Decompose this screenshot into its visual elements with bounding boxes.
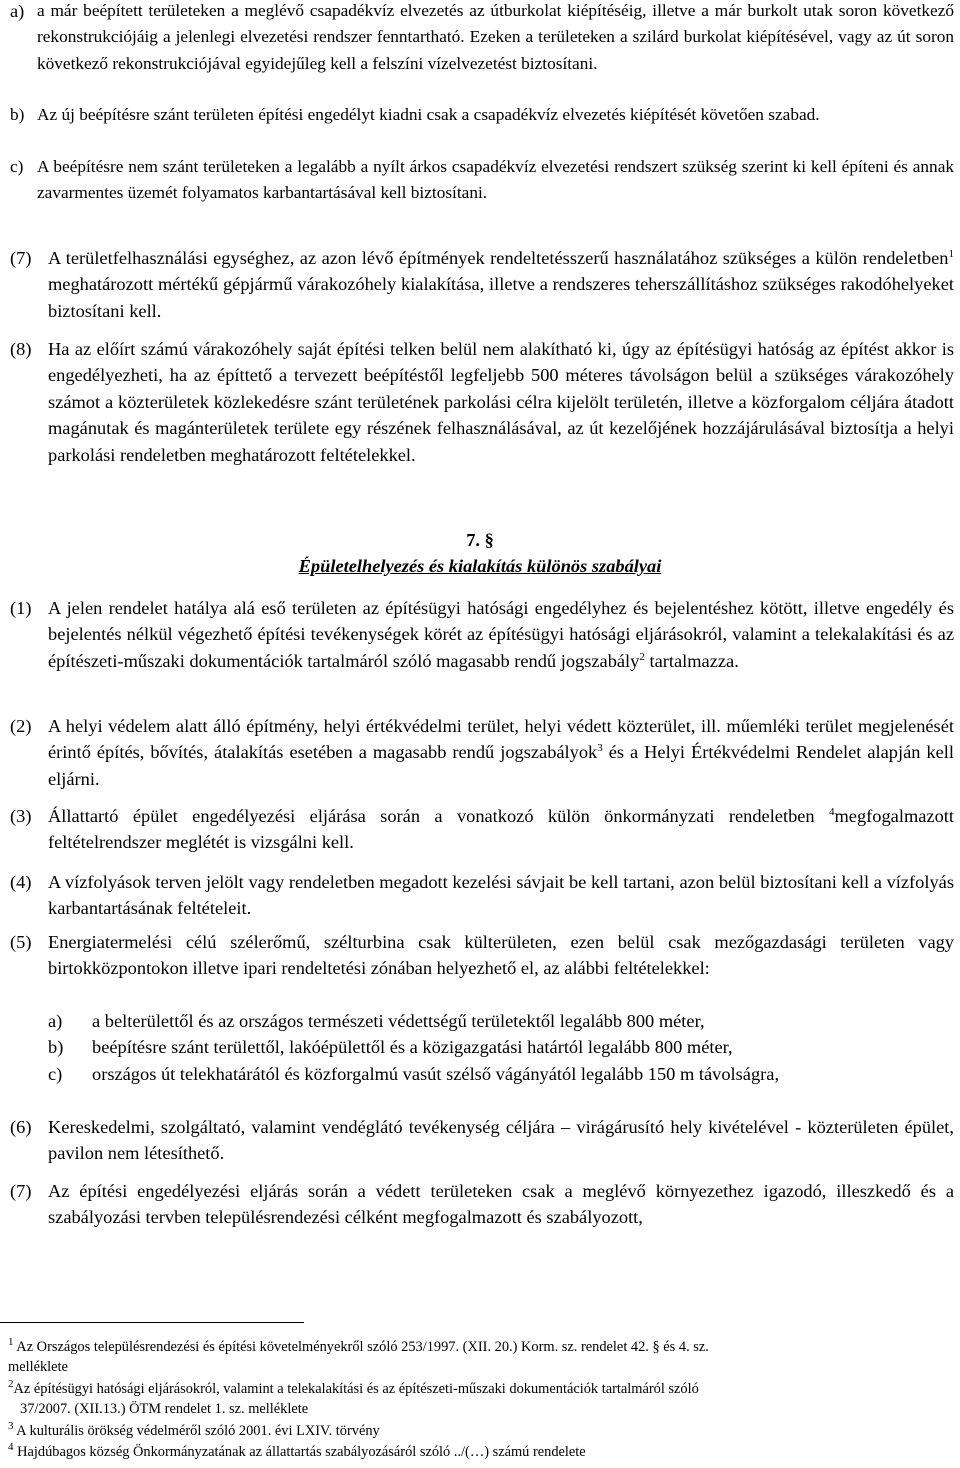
list-text: A beépítésre nem szánt területeken a legalább a nyílt árkos csapadékvíz elvezetési rendszert szükség szerint ki kell építeni és annak zavarmentes üzemét folyamatos karbantartásával kell biztosítani. — [37, 157, 954, 203]
list-item-a — [10, 0, 954, 77]
paragraph-text: A vízfolyások terven jelölt vagy rendeletben megadott kezelési sávjait be kell tartani, azon belül biztosítani kell a vízfolyás karbantartásának feltételeit. — [48, 872, 954, 919]
footnote-text-continued: 37/2007. (XII.13.) ÖTM rendelet 1. sz. melléklete — [20, 1401, 309, 1417]
paragraph-text: Ha az előírt számú várakozóhely saját építési telken belül nem alakítható ki, úgy az építésügyi hatóság az építést akkor is engedélyezheti, ha az építtető a tervezett beépítéstől legfeljebb 500 méteres távolságon belül a szükséges várakozóhely számot a közterületek közlekedésre szánt területének parkolási célra kijelölt területén, illetve a közforgalom céljára átadott magánutak és magánterületek területe egy részének felhasználásával, az út kezelőjének hozzájárulásával biztosítja a helyi parkolási rendeletben meghatározott feltételekkel. — [48, 339, 954, 465]
s5-item-b — [48, 1034, 954, 1060]
footnote-text: A kulturális örökség védelméről szóló 2001. évi LXIV. törvény — [13, 1423, 380, 1439]
footnote-4 — [8, 1442, 956, 1462]
list-item-b — [10, 102, 954, 128]
paragraph-7 — [10, 245, 954, 324]
paragraph-text: Kereskedelmi, szolgáltató, valamint vendéglátó tevékenység céljára – virágárusító hely kivételével - közterületen épület, pavilon nem létesíthető. — [48, 1117, 954, 1164]
paragraph-s1 — [10, 595, 954, 674]
paragraph-text: A helyi védelem alatt álló építmény, helyi értékvédelmi terület, helyi védett közterület, ill. műemléki terület megjelenését érintő építés, bővítés, átalakítás esetében a magasabb rendű jogszabályok$^3$ és a Helyi Értékvédelmi Rendelet alapján kell eljárni. — [48, 716, 954, 789]
section-number: 7. § — [466, 530, 494, 550]
paragraph-s2 — [10, 713, 954, 792]
footnote-number: 2 — [8, 1378, 14, 1391]
footnote-3 — [8, 1421, 956, 1441]
list-text: beépítésre szánt területtől, lakóépülettől és a közigazgatási határtól legalább 800 méter, — [92, 1037, 733, 1057]
paragraph-s6 — [10, 1114, 954, 1167]
paragraph-s4 — [10, 869, 954, 922]
paragraph-s3 — [10, 803, 954, 856]
footnote-2 — [8, 1379, 956, 1419]
list-label: a) — [48, 1011, 63, 1031]
paragraph-label: (7) — [10, 248, 32, 268]
footnote-ref: 1 — [948, 247, 954, 260]
paragraph-text: Az építési engedélyezési eljárás során a védett területeken csak a meglévő környezethez igazodó, illeszkedő és a szabályozási tervben településrendezési célként megfogalmazott és szabályozott, — [48, 1181, 954, 1228]
footnote-text-continued: melléklete — [8, 1359, 68, 1375]
list-label: b) — [48, 1037, 64, 1057]
s5-item-a — [48, 1008, 954, 1034]
footnote-ref: 2 — [639, 650, 645, 663]
paragraph-label: (6) — [10, 1117, 32, 1137]
paragraph-8 — [10, 336, 954, 468]
list-text: országos út telekhatárától és közforgalmú vasút szélső vágányától legalább 150 m távolságra, — [92, 1064, 780, 1084]
paragraph-text: Energiatermelési célú szélerőmű, szélturbina csak külterületen, ezen belül csak mezőgazdasági területen vagy birtokközpontokon illetve ipari rendeltetési zónában helyezhető el, az alábbi feltételekkel: — [48, 932, 954, 979]
section-symbol: § — [484, 530, 494, 550]
list-label: c) — [10, 157, 24, 176]
paragraph-label: (5) — [10, 932, 32, 952]
footnote-text: Az Országos településrendezési és építési követelményekről szóló 253/1997. (XII. 20.) Korm. sz. rendelet 42. § és 4. sz. — [13, 1339, 709, 1355]
footnote-1 — [8, 1337, 956, 1377]
list-text: a belterülettől és az országos természeti védettségű területektől legalább 800 méter, — [92, 1011, 705, 1031]
section-heading — [0, 527, 960, 580]
list-label: a) — [10, 1, 25, 21]
paragraph-label: (4) — [10, 872, 32, 892]
list-label: b) — [10, 105, 25, 124]
paragraph-label: (1) — [10, 598, 32, 618]
footnote-ref: 3 — [597, 742, 603, 755]
paragraph-text: A területfelhasználási egységhez, az azon lévő építmények rendeltetésszerű használatához szükséges a külön rendeletben$^1$ meghatározott mértékű gépjármű várakozóhely kialakítása, illetve a rendszeres teherszállításhoz szükséges rakodóhelyeket biztosítani kell. — [48, 247, 954, 321]
section-title: Épületelhelyezés és kialakítás különös szabályai — [298, 556, 662, 577]
footnote-divider — [0, 1322, 304, 1323]
paragraph-label: (3) — [10, 806, 32, 826]
list-text: a már beépített területeken a meglévő csapadékvíz elvezetés az útburkolat kiépítéséig, illetve a már burkolt utak soron következő rekonstrukciójáig a jelenlegi elvezetési rendszer fenntartható. Ezeken a területeken a szilárd burkolat kiépítésével, vagy az út soron következő rekonstrukciójával egyidejűleg kell a felszíni vízelvezetést biztosítani. — [37, 1, 954, 73]
footnote-text: Hajdúbagos község Önkormányzatának az állattartás szabályozásáról szóló ../(…) számú rendelete — [13, 1444, 586, 1460]
list-text: Az új beépítésre szánt területen építési engedélyt kiadni csak a csapadékvíz elvezetés kiépítését követően szabad. — [37, 105, 820, 124]
paragraph-label: (2) — [10, 716, 32, 736]
paragraph-s5 — [10, 929, 954, 982]
footnote-ref: 4 — [829, 805, 835, 818]
paragraph-text: Állattartó épület engedélyezési eljárása során a vonatkozó külön önkormányzati rendeletben $^4$megfogalmazott feltételrendszer meglétét is vizsgálni kell. — [48, 805, 954, 853]
list-label: c) — [48, 1064, 63, 1084]
footnote-number: 1 — [8, 1336, 14, 1349]
paragraph-label: (8) — [10, 339, 32, 359]
footnote-number: 4 — [8, 1441, 14, 1454]
footnote-text: Az építésügyi hatósági eljárásokról, valamint a telekalakítási és az építészeti-műszaki dokumentációk tartalmáról szóló — [13, 1381, 699, 1397]
s5-item-c — [48, 1061, 954, 1087]
paragraph-s7 — [10, 1178, 954, 1231]
list-item-c — [10, 154, 954, 207]
paragraph-text: A jelen rendelet hatálya alá eső területen az építésügyi hatósági engedélyhez és bejelentéshez kötött, illetve engedély és bejelentés nélkül végezhető építési tevékenységek körét az építésügyi hatósági eljárásokról, valamint a telekalakítási és az építészeti-műszaki dokumentációk tartalmáról szóló magasabb rendű jogszabály$^2$ tartalmazza. — [48, 598, 954, 671]
footnote-number: 3 — [8, 1420, 14, 1433]
paragraph-label: (7) — [10, 1181, 32, 1201]
